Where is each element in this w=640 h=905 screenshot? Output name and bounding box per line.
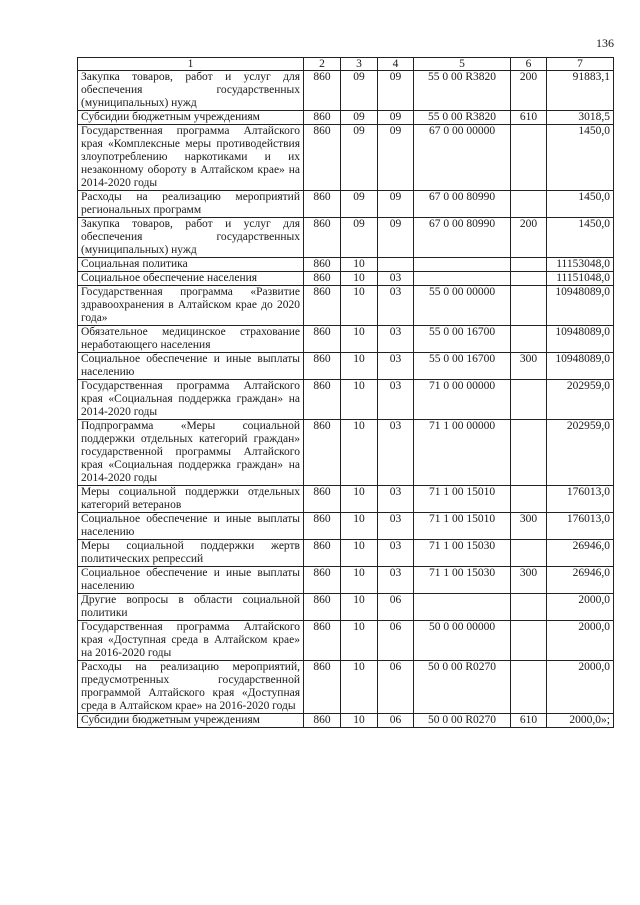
row-target-article: 67 0 00 00000 <box>414 125 511 191</box>
row-name: Государственная программа Алтайского края «Социальная поддержка граждан» на 2014-2020 годы <box>78 380 304 420</box>
row-amount: 1450,0 <box>547 191 614 218</box>
row-section-code: 10 <box>341 621 378 661</box>
row-target-article: 55 0 00 R3820 <box>414 71 511 111</box>
row-target-article: 55 0 00 00000 <box>414 286 511 326</box>
row-subsection-code: 03 <box>378 326 414 353</box>
row-expense-type <box>511 286 547 326</box>
row-section-code: 10 <box>341 286 378 326</box>
table-row <box>78 125 614 191</box>
row-expense-type <box>511 326 547 353</box>
header-cell: 4 <box>378 58 414 71</box>
row-ministry-code: 860 <box>304 567 341 594</box>
row-target-article: 50 0 00 00000 <box>414 621 511 661</box>
row-ministry-code: 860 <box>304 513 341 540</box>
row-amount: 11151048,0 <box>547 272 614 286</box>
row-name: Обязательное медицинское страхование неработающего населения <box>78 326 304 353</box>
row-amount: 2000,0 <box>547 661 614 714</box>
row-amount: 2000,0 <box>547 594 614 621</box>
row-expense-type: 200 <box>511 218 547 258</box>
row-amount: 2000,0 <box>547 621 614 661</box>
table-row <box>78 380 614 420</box>
row-name: Подпрограмма «Меры социальной поддержки отдельных категорий граждан» государственной программы Алтайского края «Социальная поддержка граждан» на 2014-2020 годы <box>78 420 304 486</box>
row-name: Закупка товаров, работ и услуг для обеспечения государственных (муниципальных) нужд <box>78 218 304 258</box>
row-amount: 1450,0 <box>547 125 614 191</box>
row-target-article: 67 0 00 80990 <box>414 191 511 218</box>
row-ministry-code: 860 <box>304 486 341 513</box>
row-name: Расходы на реализацию мероприятий региональных программ <box>78 191 304 218</box>
row-section-code: 10 <box>341 272 378 286</box>
row-ministry-code: 860 <box>304 326 341 353</box>
row-expense-type: 610 <box>511 111 547 125</box>
row-ministry-code: 860 <box>304 272 341 286</box>
row-subsection-code: 03 <box>378 286 414 326</box>
row-subsection-code: 06 <box>378 714 414 728</box>
table-row <box>78 353 614 380</box>
table-row <box>78 111 614 125</box>
header-cell: 2 <box>304 58 341 71</box>
row-target-article <box>414 272 511 286</box>
table-row <box>78 420 614 486</box>
row-ministry-code: 860 <box>304 420 341 486</box>
row-section-code: 10 <box>341 258 378 272</box>
row-expense-type <box>511 486 547 513</box>
row-target-article <box>414 258 511 272</box>
row-target-article: 71 1 00 15010 <box>414 513 511 540</box>
row-target-article: 71 0 00 00000 <box>414 380 511 420</box>
row-name: Другие вопросы в области социальной политики <box>78 594 304 621</box>
row-ministry-code: 860 <box>304 661 341 714</box>
row-ministry-code: 860 <box>304 353 341 380</box>
row-amount: 10948089,0 <box>547 326 614 353</box>
row-subsection-code: 03 <box>378 567 414 594</box>
row-expense-type <box>511 621 547 661</box>
row-subsection-code: 06 <box>378 594 414 621</box>
row-amount: 1450,0 <box>547 218 614 258</box>
row-ministry-code: 860 <box>304 71 341 111</box>
row-expense-type <box>511 540 547 567</box>
row-expense-type <box>511 125 547 191</box>
row-target-article: 55 0 00 16700 <box>414 326 511 353</box>
header-cell: 1 <box>78 58 304 71</box>
header-cell: 6 <box>511 58 547 71</box>
row-expense-type <box>511 420 547 486</box>
header-cell: 3 <box>341 58 378 71</box>
row-expense-type: 200 <box>511 71 547 111</box>
table-row <box>78 714 614 728</box>
row-subsection-code: 09 <box>378 191 414 218</box>
row-name: Социальная политика <box>78 258 304 272</box>
row-expense-type: 300 <box>511 567 547 594</box>
row-amount: 2000,0»; <box>547 714 614 728</box>
table-row <box>78 71 614 111</box>
row-section-code: 10 <box>341 353 378 380</box>
row-ministry-code: 860 <box>304 594 341 621</box>
row-amount: 10948089,0 <box>547 353 614 380</box>
row-target-article: 67 0 00 80990 <box>414 218 511 258</box>
row-target-article: 55 0 00 R3820 <box>414 111 511 125</box>
table-row <box>78 513 614 540</box>
header-cell: 5 <box>414 58 511 71</box>
row-name: Государственная программа Алтайского края «Комплексные меры противодействия злоупотреблению наркотиками и их незаконному обороту в Алтайском крае» на 2014-2020 годы <box>78 125 304 191</box>
row-section-code: 10 <box>341 420 378 486</box>
row-expense-type: 610 <box>511 714 547 728</box>
row-ministry-code: 860 <box>304 218 341 258</box>
header-cell: 7 <box>547 58 614 71</box>
table-row <box>78 286 614 326</box>
row-ministry-code: 860 <box>304 540 341 567</box>
row-subsection-code: 03 <box>378 353 414 380</box>
row-ministry-code: 860 <box>304 258 341 272</box>
row-name: Меры социальной поддержки отдельных категорий ветеранов <box>78 486 304 513</box>
row-subsection-code: 09 <box>378 218 414 258</box>
row-amount: 202959,0 <box>547 380 614 420</box>
table-row <box>78 272 614 286</box>
row-ministry-code: 860 <box>304 621 341 661</box>
row-name: Государственная программа Алтайского края «Доступная среда в Алтайском крае» на 2016-2020 годы <box>78 621 304 661</box>
row-section-code: 10 <box>341 486 378 513</box>
table-header-row <box>78 58 614 71</box>
row-subsection-code: 03 <box>378 540 414 567</box>
row-name: Расходы на реализацию мероприятий, предусмотренных государственной программой Алтайского края «Доступная среда в Алтайском крае» на 2016-2020 годы <box>78 661 304 714</box>
row-amount: 11153048,0 <box>547 258 614 272</box>
row-section-code: 09 <box>341 111 378 125</box>
row-name: Социальное обеспечение населения <box>78 272 304 286</box>
row-target-article: 71 1 00 15010 <box>414 486 511 513</box>
row-ministry-code: 860 <box>304 714 341 728</box>
row-section-code: 10 <box>341 567 378 594</box>
row-subsection-code: 03 <box>378 486 414 513</box>
row-expense-type <box>511 661 547 714</box>
row-amount: 91883,1 <box>547 71 614 111</box>
table-row <box>78 661 614 714</box>
row-subsection-code: 03 <box>378 272 414 286</box>
row-expense-type <box>511 191 547 218</box>
page-number: 136 <box>596 36 614 50</box>
row-section-code: 09 <box>341 191 378 218</box>
row-section-code: 10 <box>341 326 378 353</box>
table-row <box>78 326 614 353</box>
row-name: Социальное обеспечение и иные выплаты населению <box>78 513 304 540</box>
row-name: Закупка товаров, работ и услуг для обеспечения государственных (муниципальных) нужд <box>78 71 304 111</box>
row-name: Меры социальной поддержки жертв политических репрессий <box>78 540 304 567</box>
table-row <box>78 486 614 513</box>
row-name: Субсидии бюджетным учреждениям <box>78 111 304 125</box>
row-target-article: 71 1 00 15030 <box>414 567 511 594</box>
row-section-code: 10 <box>341 540 378 567</box>
row-ministry-code: 860 <box>304 125 341 191</box>
row-expense-type <box>511 258 547 272</box>
row-section-code: 09 <box>341 71 378 111</box>
row-target-article: 50 0 00 R0270 <box>414 661 511 714</box>
row-subsection-code: 09 <box>378 111 414 125</box>
row-subsection-code: 03 <box>378 420 414 486</box>
row-subsection-code <box>378 258 414 272</box>
row-target-article: 71 1 00 00000 <box>414 420 511 486</box>
row-ministry-code: 860 <box>304 111 341 125</box>
budget-table <box>77 57 614 728</box>
row-target-article: 71 1 00 15030 <box>414 540 511 567</box>
table-row <box>78 567 614 594</box>
row-amount: 176013,0 <box>547 513 614 540</box>
row-subsection-code: 03 <box>378 380 414 420</box>
row-amount: 3018,5 <box>547 111 614 125</box>
table-row <box>78 191 614 218</box>
row-section-code: 09 <box>341 125 378 191</box>
row-section-code: 10 <box>341 513 378 540</box>
row-amount: 202959,0 <box>547 420 614 486</box>
row-subsection-code: 03 <box>378 513 414 540</box>
row-subsection-code: 09 <box>378 71 414 111</box>
row-subsection-code: 06 <box>378 661 414 714</box>
table-row <box>78 621 614 661</box>
row-expense-type <box>511 594 547 621</box>
table-row <box>78 594 614 621</box>
row-section-code: 10 <box>341 594 378 621</box>
row-expense-type: 300 <box>511 353 547 380</box>
row-expense-type <box>511 272 547 286</box>
row-expense-type <box>511 380 547 420</box>
table-row <box>78 258 614 272</box>
row-name: Субсидии бюджетным учреждениям <box>78 714 304 728</box>
row-name: Государственная программа «Развитие здравоохранения в Алтайском крае до 2020 года» <box>78 286 304 326</box>
row-amount: 26946,0 <box>547 567 614 594</box>
row-ministry-code: 860 <box>304 380 341 420</box>
row-target-article <box>414 594 511 621</box>
row-section-code: 10 <box>341 661 378 714</box>
row-amount: 26946,0 <box>547 540 614 567</box>
row-section-code: 10 <box>341 714 378 728</box>
row-ministry-code: 860 <box>304 286 341 326</box>
row-name: Социальное обеспечение и иные выплаты населению <box>78 567 304 594</box>
row-section-code: 09 <box>341 218 378 258</box>
row-target-article: 50 0 00 R0270 <box>414 714 511 728</box>
row-subsection-code: 06 <box>378 621 414 661</box>
row-expense-type: 300 <box>511 513 547 540</box>
row-amount: 176013,0 <box>547 486 614 513</box>
row-subsection-code: 09 <box>378 125 414 191</box>
row-amount: 10948089,0 <box>547 286 614 326</box>
row-target-article: 55 0 00 16700 <box>414 353 511 380</box>
table-row <box>78 218 614 258</box>
row-section-code: 10 <box>341 380 378 420</box>
table-row <box>78 540 614 567</box>
row-name: Социальное обеспечение и иные выплаты населению <box>78 353 304 380</box>
row-ministry-code: 860 <box>304 191 341 218</box>
